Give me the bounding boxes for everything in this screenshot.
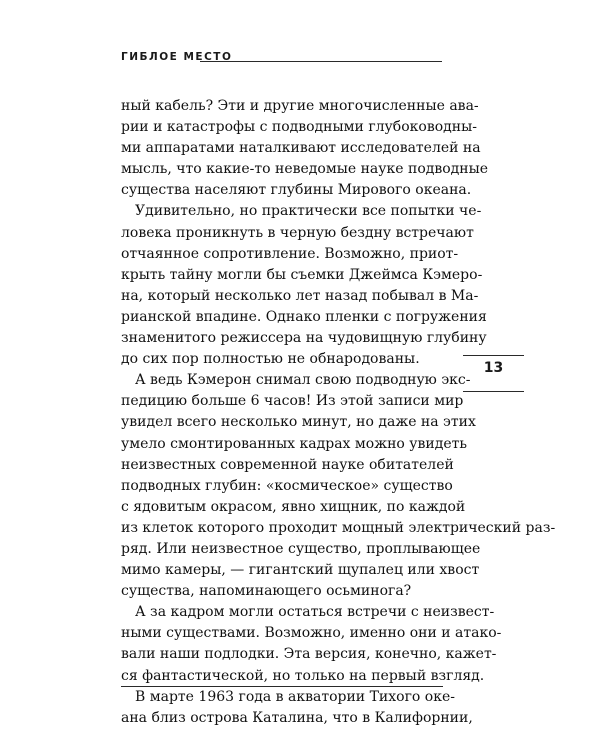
page-number: 13	[483, 360, 504, 376]
text-line: вали наши подлодки. Эта версия, конечно, кажет-	[121, 646, 497, 663]
text-line: В марте 1963 года в акватории Тихого оке-	[135, 688, 455, 705]
text-line: рианской впадине. Однако пленки с погружения	[121, 308, 487, 325]
text-line: ловека проникнуть в черную бездну встречают	[121, 224, 474, 241]
running-head: ГИБЛОЕ МЕСТО	[121, 51, 233, 63]
paragraph-1	[121, 96, 489, 201]
text-line: ный кабель? Эти и другие многочисленные ава-	[121, 98, 479, 114]
text-line: А ведь Кэмерон снимал свою подводную экс-	[135, 372, 471, 389]
text-line: крыть тайну могли бы съемки Джеймса Кэмеро-	[121, 266, 483, 283]
text-line: ными существами. Возможно, именно они и атако-	[121, 625, 502, 642]
text-line: увидел всего несколько минут, но даже на этих	[121, 414, 476, 431]
text-line: на, который несколько лет назад побывал в Ма-	[121, 287, 479, 304]
header-rule	[200, 61, 442, 62]
text-line: мимо камеры, — гигантский щупалец или хвост	[121, 562, 480, 579]
text-line: отчаянное сопротивление. Возможно, приот-	[121, 245, 459, 262]
text-line: А за кадром могли остаться встречи с неизвест-	[135, 604, 495, 621]
page-number-rule-top	[463, 355, 524, 356]
text-line: ся фантастической, но только на первый взгляд.	[121, 667, 485, 684]
paragraph-5	[121, 687, 473, 729]
paragraph-2	[121, 201, 487, 370]
text-line: из клеток которого проходит мощный электрический раз-	[121, 519, 556, 536]
text-line: существа населяют глубины Мирового океана.	[121, 182, 472, 199]
text-line: существа, напоминающего осьминога?	[121, 583, 412, 600]
paragraph-3	[121, 370, 556, 602]
text-line: до сих пор полностью не обнародованы.	[121, 351, 420, 368]
footer-rule	[121, 686, 443, 687]
paragraph-4	[121, 602, 502, 686]
text-line: ана близ острова Каталина, что в Калифорнии,	[121, 709, 473, 726]
text-line: педицию больше 6 часов! Из этой записи мир	[121, 393, 464, 410]
page-number-rule-bottom	[463, 391, 524, 392]
text-line: знаменитого режиссера на чудовищную глубину	[121, 330, 487, 347]
text-line: ми аппаратами наталкивают исследователей на	[121, 140, 481, 157]
text-line: рии и катастрофы с подводными глубоководны-	[121, 119, 477, 136]
text-line: подводных глубин: «космическое» существо	[121, 477, 453, 494]
text-line: умело смонтированных кадрах можно увидеть	[121, 435, 468, 452]
text-line: с ядовитым окрасом, явно хищник, по каждой	[121, 498, 466, 515]
text-line: мысль, что какие-то неведомые науке подводные	[121, 161, 489, 178]
text-line: ряд. Или неизвестное существо, проплывающее	[121, 540, 481, 557]
text-line: неизвестных современной науке обитателей	[121, 456, 454, 473]
text-line: Удивительно, но практически все попытки че-	[135, 203, 482, 220]
